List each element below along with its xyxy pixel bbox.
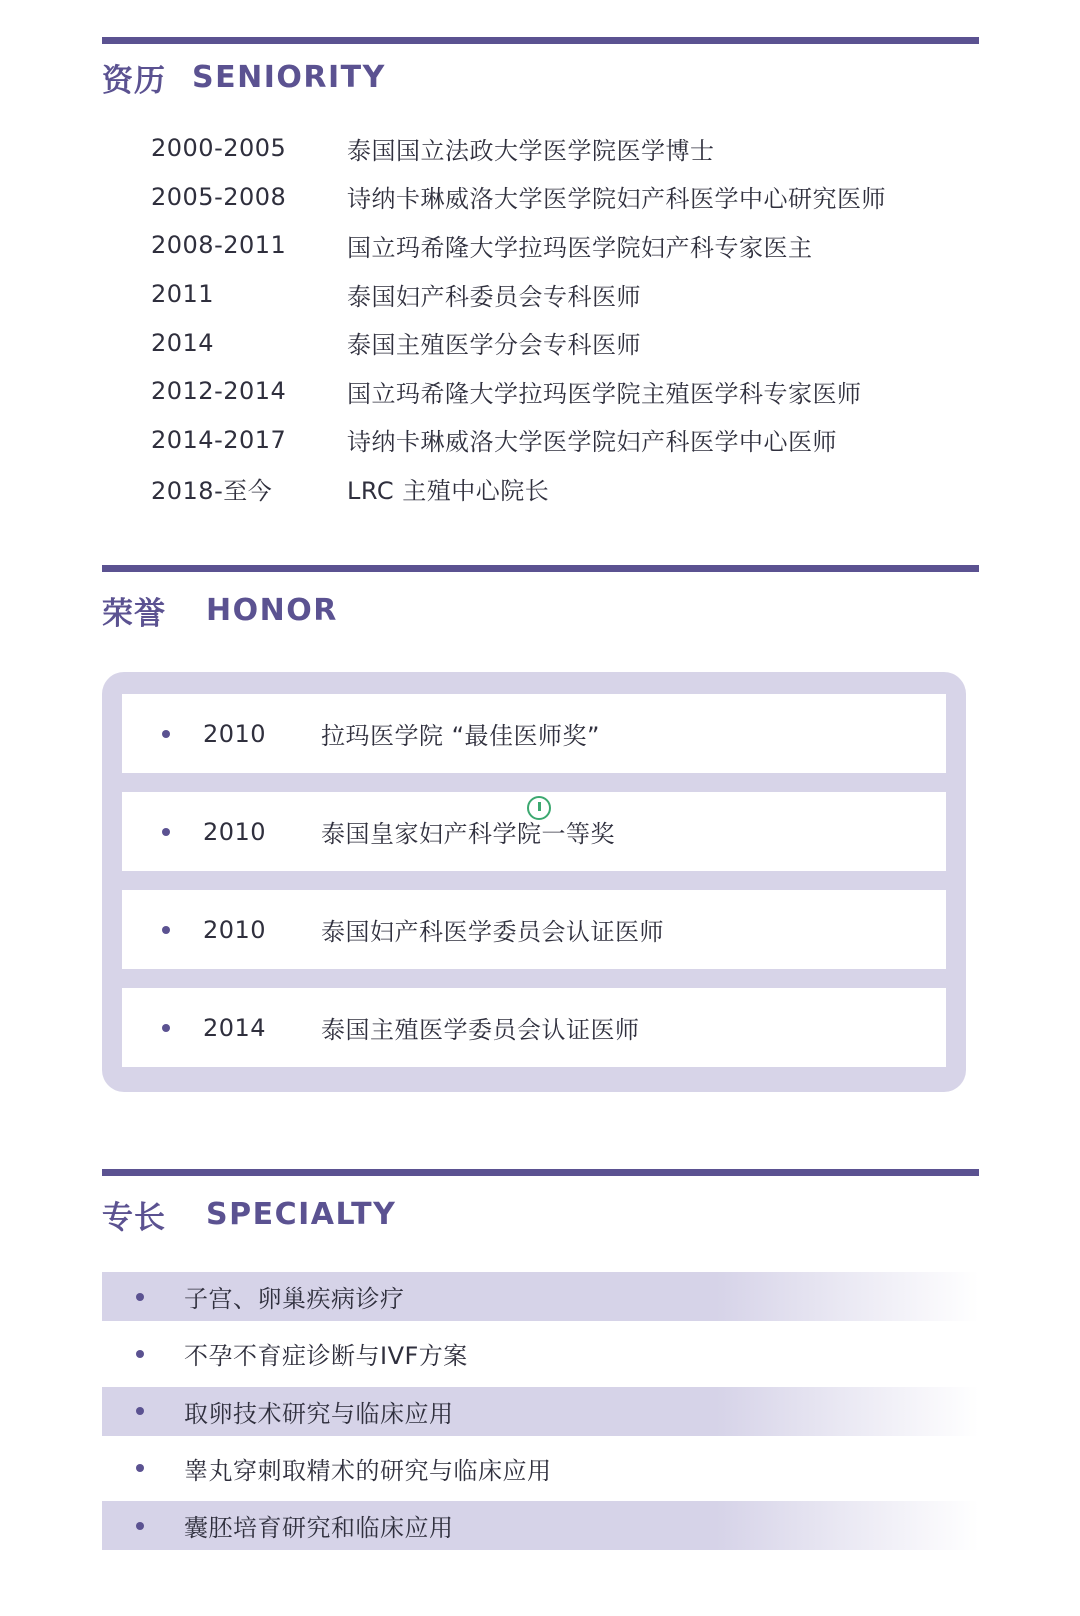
honor-heading [102,588,338,633]
honor-desc: 泰国妇产科医学委员会认证医师 [321,918,664,946]
specialty-label: 囊胚培育研究和临床应用 [184,1514,454,1543]
honor-year: 2010 [203,915,267,944]
honor-title-en: HONOR [206,593,338,628]
honor-year: 2010 [203,817,267,846]
bullet-dot-icon [162,1024,170,1032]
seniority-desc: 国立玛希隆大学拉玛医学院妇产科专家医主 [347,233,813,262]
specialty-label: 不孕不育症诊断与IVF方案 [184,1342,468,1371]
specialty-item [102,1501,979,1550]
honor-year: 2010 [203,719,267,748]
honor-divider [102,565,979,572]
bullet-dot-icon [136,1293,144,1301]
bullet-dot-icon [136,1464,144,1472]
bullet-dot-icon [136,1407,144,1415]
bullet-dot-icon [162,828,170,836]
seniority-year: 2014 [151,328,215,357]
specialty-label: 子宫、卵巢疾病诊疗 [184,1285,405,1313]
seniority-year: 2000-2005 [151,134,287,163]
seniority-desc: 泰国妇产科委员会专科医师 [347,282,641,311]
seniority-year: 2011 [151,280,215,309]
honor-panel [102,672,966,1092]
bullet-dot-icon [162,926,170,934]
seniority-divider [102,37,979,44]
specialty-list [102,1272,979,1558]
specialty-item [102,1387,979,1436]
specialty-item [102,1329,979,1378]
honor-year: 2014 [203,1013,267,1042]
honor-item [122,890,946,969]
seniority-desc: 国立玛希隆大学拉玛医学院主殖医学科专家医师 [347,379,862,408]
seniority-row [151,173,951,222]
seniority-row [151,221,951,270]
bullet-dot-icon [136,1522,144,1530]
seniority-row [151,318,951,367]
seniority-desc: 泰国主殖医学分会专科医师 [347,331,641,360]
seniority-year: 2018-至今 [151,476,273,505]
seniority-year: 2008-2011 [151,231,287,260]
seniority-row [151,416,951,465]
specialty-heading [102,1192,396,1237]
seniority-year: 2005-2008 [151,182,287,211]
honor-desc: 泰国主殖医学委员会认证医师 [321,1016,640,1044]
specialty-divider [102,1169,979,1176]
seniority-title-en: SENIORITY [192,60,386,95]
seniority-list [151,124,951,513]
bullet-dot-icon [162,730,170,738]
seniority-title-cn: 资历 [102,63,166,99]
specialty-title-cn: 专长 [102,1200,166,1236]
specialty-item [102,1272,979,1321]
specialty-label: 睾丸穿刺取精术的研究与临床应用 [184,1456,552,1485]
cursor-indicator-icon [527,796,551,820]
honor-title-cn: 荣誉 [102,596,166,632]
bullet-dot-icon [136,1350,144,1358]
honor-desc: 泰国皇家妇产科学院一等奖 [321,820,615,848]
seniority-year: 2012-2014 [151,377,287,406]
specialty-label: 取卵技术研究与临床应用 [184,1399,454,1428]
seniority-row [151,124,951,173]
honor-desc: 拉玛医学院 “最佳医师奖” [321,722,600,750]
honor-item [122,988,946,1067]
specialty-item [102,1444,979,1493]
seniority-desc: 诗纳卡琳威洛大学医学院妇产科医学中心研究医师 [347,185,886,214]
specialty-title-en: SPECIALTY [206,1197,397,1232]
seniority-row [151,270,951,319]
seniority-desc: 泰国国立法政大学医学院医学博士 [347,136,715,165]
seniority-desc: 诗纳卡琳威洛大学医学院妇产科医学中心医师 [347,428,837,457]
honor-item [122,694,946,773]
seniority-desc: LRC 主殖中心院长 [347,476,550,505]
seniority-row [151,367,951,416]
seniority-year: 2014-2017 [151,425,287,454]
seniority-heading [102,55,386,100]
seniority-row [151,464,951,513]
